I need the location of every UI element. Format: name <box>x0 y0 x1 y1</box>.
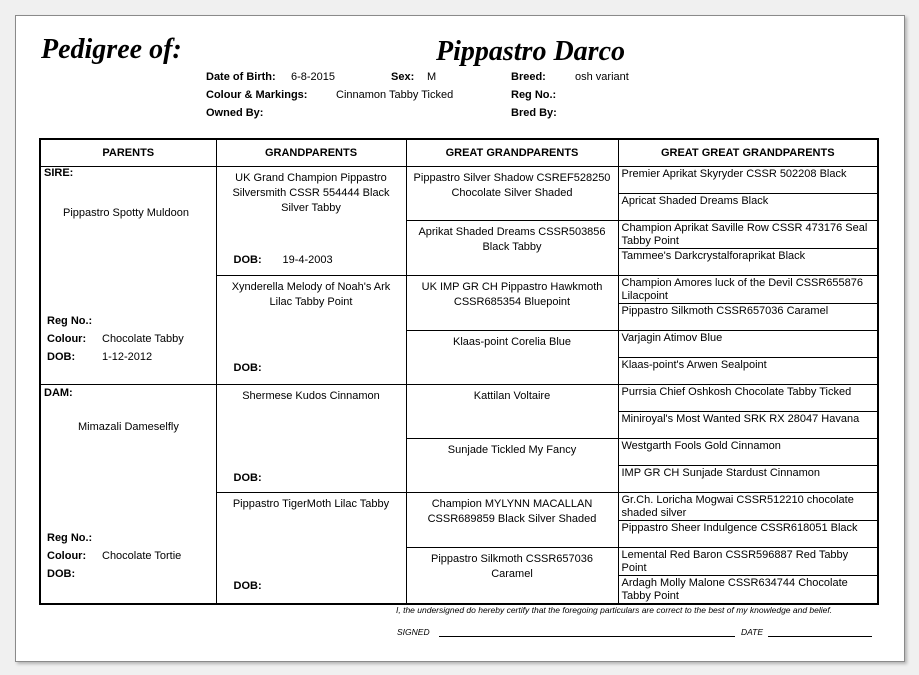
ggp-cell <box>618 412 878 439</box>
certification-text: I, the undersigned do hereby certify that the foregoing particulars are correct to the best of my knowledge and belief. <box>396 605 833 615</box>
ggp-cell <box>618 276 878 304</box>
ggp-name[interactable]: Lemental Red Baron CSSR596887 Red Tabby Point <box>621 549 849 574</box>
grandparent-cell <box>216 276 406 385</box>
sire-colour-label: Colour: <box>47 333 87 345</box>
ggp-name[interactable]: Tammee's Darkcrystalforaprikat Black <box>621 250 806 262</box>
ggp-cell <box>618 167 878 194</box>
breed-label: Breed: <box>511 71 546 83</box>
great-grandparent-name[interactable]: Pippastro Silkmoth CSSR657036 Caramel <box>430 553 594 580</box>
sire-dob-label: DOB: <box>47 351 76 363</box>
great-grandparent-name[interactable]: Klaas-point Corelia Blue <box>452 336 571 348</box>
grandparent-dob-label: DOB: <box>233 362 262 374</box>
ggp-cell <box>618 576 878 605</box>
ggp-name[interactable]: IMP GR CH Sunjade Stardust Cinnamon <box>621 467 820 479</box>
dam-name[interactable]: Mimazali Dameselfly <box>78 421 179 433</box>
ggp-cell <box>618 304 878 331</box>
signed-label: SIGNED <box>397 627 430 637</box>
ggp-name[interactable]: Pippastro Sheer Indulgence CSSR618051 Black <box>621 522 858 534</box>
dam-cell <box>40 385 216 605</box>
dam-colour-value[interactable]: Chocolate Tortie <box>102 550 182 562</box>
grandparent-name[interactable]: Pippastro TigerMoth Lilac Tabby <box>232 498 390 510</box>
sire-colour-value[interactable]: Chocolate Tabby <box>102 333 184 345</box>
grandparent-name[interactable]: Xynderella Melody of Noah's Ark Lilac Tabby Point <box>231 281 391 308</box>
great-grandparent-cell <box>406 493 618 548</box>
grandparent-dob-label: DOB: <box>233 580 262 592</box>
great-grandparent-cell <box>406 385 618 439</box>
grandparent-name[interactable]: UK Grand Champion Pippastro Silversmith CSSR 554444 Black Silver Tabby <box>232 172 390 214</box>
ggp-cell <box>618 521 878 548</box>
great-grandparent-name[interactable]: Kattilan Voltaire <box>473 390 551 402</box>
great-grandparent-cell <box>406 439 618 493</box>
great-grandparent-name[interactable]: Champion MYLYNN MACALLAN CSSR689859 Black Silver Shaded <box>427 498 597 525</box>
reg-no-label: Reg No.: <box>511 89 557 101</box>
colour-markings-label: Colour & Markings: <box>206 89 308 101</box>
owned-by-label: Owned By: <box>206 107 264 119</box>
great-grandparent-cell <box>406 548 618 605</box>
sex-value[interactable]: M <box>427 71 437 83</box>
dam-dob-label: DOB: <box>47 568 76 580</box>
signature-line[interactable] <box>439 636 735 637</box>
dob-value[interactable]: 6-8-2015 <box>291 71 336 83</box>
header-grandparents: GRANDPARENTS <box>216 139 406 167</box>
ggp-cell <box>618 249 878 276</box>
date-line[interactable] <box>768 636 872 637</box>
ggp-cell <box>618 331 878 358</box>
dam-label: DAM: <box>44 387 73 399</box>
great-grandparent-cell <box>406 331 618 385</box>
ggp-name[interactable]: Purrsia Chief Oshkosh Chocolate Tabby Ticked <box>621 386 852 398</box>
sire-label: SIRE: <box>44 167 74 179</box>
header-parents: PARENTS <box>40 139 216 167</box>
grandparent-cell <box>216 167 406 276</box>
breed-value[interactable]: osh variant <box>575 71 629 83</box>
ggp-name[interactable]: Champion Amores luck of the Devil CSSR655876 Lilacpoint <box>621 277 864 302</box>
pedigree-title: Pedigree of: <box>41 34 182 65</box>
sex-label: Sex: <box>391 71 415 83</box>
ggp-cell <box>618 221 878 249</box>
great-grandparent-name[interactable]: Sunjade Tickled My Fancy <box>447 444 577 456</box>
great-grandparent-name[interactable]: Aprikat Shaded Dreams CSSR503856 Black Tabby <box>418 226 606 253</box>
ggp-cell <box>618 358 878 385</box>
ggp-cell <box>618 466 878 493</box>
sire-name[interactable]: Pippastro Spotty Muldoon <box>63 207 189 219</box>
ggp-name[interactable]: Champion Aprikat Saville Row CSSR 473176 Seal Tabby Point <box>621 222 868 247</box>
ggp-cell <box>618 548 878 576</box>
grandparent-dob-label: DOB: <box>233 472 262 484</box>
header-great-great-grandparents: GREAT GREAT GRANDPARENTS <box>618 139 878 167</box>
grandparent-name[interactable]: Shermese Kudos Cinnamon <box>242 390 380 402</box>
ggp-name[interactable]: Ardagh Molly Malone CSSR634744 Chocolate Tabby Point <box>621 577 848 602</box>
header-great-grandparents: GREAT GRANDPARENTS <box>406 139 618 167</box>
cat-name: Pippastro Darco <box>436 36 625 67</box>
ggp-cell <box>618 439 878 466</box>
date-label: DATE <box>741 627 764 637</box>
pedigree-table <box>39 138 879 605</box>
dob-label: Date of Birth: <box>206 71 276 83</box>
ggp-name[interactable]: Gr.Ch. Loricha Mogwai CSSR512210 chocolate shaded silver <box>621 494 854 519</box>
grandparent-cell <box>216 493 406 605</box>
grandparent-dob-value[interactable]: 19-4-2003 <box>282 254 333 266</box>
sire-cell <box>40 167 216 385</box>
ggp-name[interactable]: Westgarth Fools Gold Cinnamon <box>621 440 781 452</box>
ggp-cell <box>618 385 878 412</box>
sire-reg-label: Reg No.: <box>47 315 93 327</box>
colour-markings-value[interactable]: Cinnamon Tabby Ticked <box>336 89 454 101</box>
grandparent-dob-label: DOB: <box>233 254 262 266</box>
ggp-name[interactable]: Apricat Shaded Dreams Black <box>621 195 769 207</box>
sire-dob-value[interactable]: 1-12-2012 <box>102 351 153 363</box>
great-grandparent-name[interactable]: UK IMP GR CH Pippastro Hawkmoth CSSR685354 Bluepoint <box>421 281 603 308</box>
grandparent-cell <box>216 385 406 493</box>
ggp-cell <box>618 493 878 521</box>
ggp-name[interactable]: Klaas-point's Arwen Sealpoint <box>621 359 767 371</box>
great-grandparent-name[interactable]: Pippastro Silver Shadow CSREF528250 Chocolate Silver Shaded <box>413 172 611 199</box>
ggp-cell <box>618 194 878 221</box>
ggp-name[interactable]: Pippastro Silkmoth CSSR657036 Caramel <box>621 305 829 317</box>
dam-colour-label: Colour: <box>47 550 87 562</box>
great-grandparent-cell <box>406 167 618 221</box>
ggp-name[interactable]: Varjagin Atimov Blue <box>621 332 723 344</box>
ggp-name[interactable]: Premier Aprikat Skyryder CSSR 502208 Black <box>621 168 847 180</box>
great-grandparent-cell <box>406 221 618 276</box>
dam-reg-label: Reg No.: <box>47 532 93 544</box>
great-grandparent-cell <box>406 276 618 331</box>
ggp-name[interactable]: Miniroyal's Most Wanted SRK RX 28047 Havana <box>621 413 860 425</box>
bred-by-label: Bred By: <box>511 107 557 119</box>
